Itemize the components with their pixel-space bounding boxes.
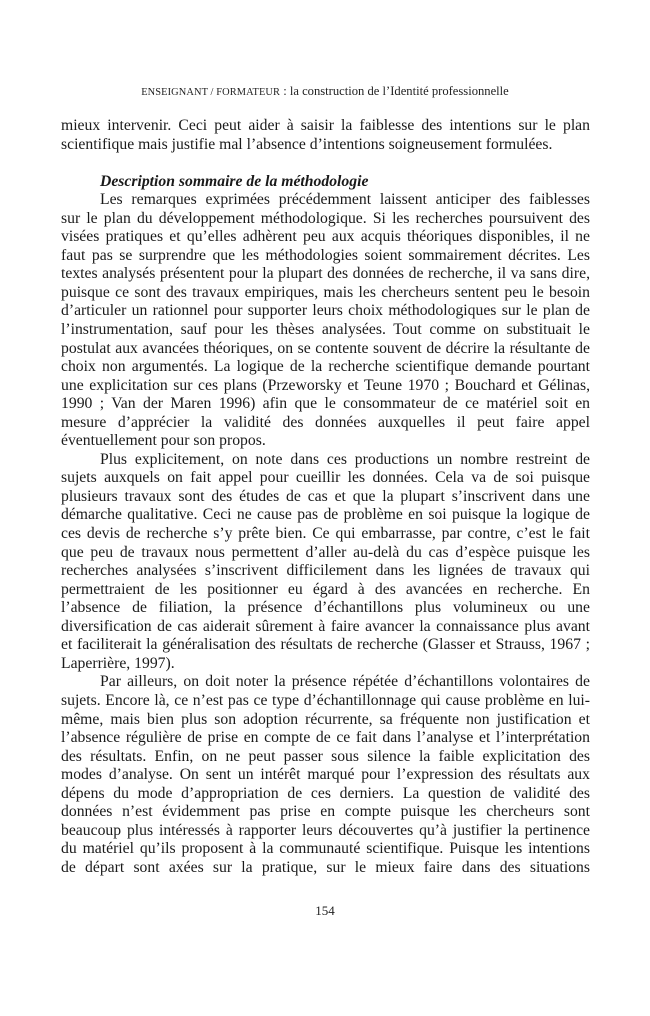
section-heading: Description sommaire de la méthodologie bbox=[100, 172, 369, 190]
text-line: de départ sont axées sur la pratique, sur le mieux faire dans des situations bbox=[61, 858, 590, 876]
paragraph-first-line: Plus explicitement, on note dans ces productions un nombre restreint de bbox=[100, 450, 590, 468]
text-line: 1990 ; Van der Maren 1996) afin que le consommateur de ce matériel soit en bbox=[61, 395, 590, 413]
text-line: éventuellement pour son propos. bbox=[61, 432, 266, 450]
text-line: des résultats. Enfin, on ne peut passer sous silence la faible explicitation des bbox=[61, 747, 590, 765]
text-line: ces devis de recherche s’y prête bien. Ce qui embarrasse, par contre, c’est le fait bbox=[61, 525, 590, 543]
text-line: l’instrumentation, sauf pour les thèses analysées. Tout comme on substituait le bbox=[61, 321, 590, 339]
running-header-subtitle: : la construction de l’Identité professionnelle bbox=[280, 84, 509, 98]
running-header-book-title: ENSEIGNANT / FORMATEUR bbox=[141, 87, 281, 98]
running-header bbox=[0, 83, 650, 101]
text-line: d’articuler un rationnel pour supporter leurs choix méthodologiques sur le plan de bbox=[61, 302, 590, 320]
text-line: choix non argumentés. La logique de la recherche scientifique demande pourtant bbox=[61, 358, 590, 376]
text-line: modes d’analyse. On sent un intérêt marqué pour l’expression des résultats aux bbox=[61, 766, 590, 784]
text-line: du matériel qu’ils proposent à la communauté scientifique. Puisque les intentions bbox=[61, 840, 590, 858]
text-line: Laperrière, 1997). bbox=[61, 654, 175, 672]
text-line: diversification de cas aiderait sûrement à faire avancer la connaissance plus avant bbox=[61, 617, 590, 635]
page-number: 154 bbox=[315, 903, 335, 918]
text-line: faut pas se surprendre que les méthodologies soient sommairement décrites. Les bbox=[61, 246, 590, 264]
text-line: données n’est évidemment pas prise en compte puisque les chercheurs sont bbox=[61, 803, 590, 821]
text-line: dépens du mode d’appropriation de ces derniers. La question de validité des bbox=[61, 784, 590, 802]
text-line: mieux intervenir. Ceci peut aider à saisir la faiblesse des intentions sur le plan bbox=[61, 117, 590, 134]
text-line: puisque ce sont des travaux empiriques, mais les chercheurs sentent peu le besoin bbox=[61, 283, 590, 301]
text-line: recherches analysées s’inscrivent difficilement dans les lignées de travaux qui bbox=[61, 562, 590, 580]
body-text bbox=[61, 117, 590, 877]
text-line: mesure d’apprécier la validité des données auxquelles il peut faire appel bbox=[61, 413, 590, 431]
paragraph-first-line: Les remarques exprimées précédemment laissent anticiper des faiblesses bbox=[100, 191, 590, 209]
text-line: scientifique mais justifie mal l’absence d’intentions soigneusement formulées. bbox=[61, 135, 553, 153]
text-line: démarche qualitative. Ceci ne cause pas de problème en soi puisque la logique de bbox=[61, 506, 590, 524]
text-line: permettraient de les positionner eu égard à des avancées en recherche. En bbox=[61, 580, 590, 598]
text-line: beaucoup plus intéressés à rapporter leurs découvertes qu’à justifier la pertinence bbox=[61, 821, 590, 839]
text-line: l’absence de filiation, la présence d’échantillons plus volumineux ou une bbox=[61, 599, 590, 617]
blank-line bbox=[61, 154, 590, 173]
text-line: une explicitation sur ces plans (Przeworsky et Teune 1970 ; Bouchard et Gélinas, bbox=[61, 376, 590, 394]
text-line: visées pratiques et qu’elles adhèrent peu aux acquis théoriques disponibles, il ne bbox=[61, 228, 590, 246]
text-line: que peu de travaux nous permettent d’aller au-delà du cas d’espèce puisque les bbox=[61, 543, 590, 561]
text-line: textes analysés présentent pour la plupart des données de recherche, il va sans dire, bbox=[61, 265, 590, 283]
text-line: sur le plan du développement méthodologique. Si les recherches poursuivent des bbox=[61, 209, 590, 227]
paragraph-first-line: Par ailleurs, on doit noter la présence répétée d’échantillons volontaires de bbox=[100, 673, 590, 691]
text-line: postulat aux avancées théoriques, on se contente souvent de décrire la résultante de bbox=[61, 339, 590, 357]
text-line: plusieurs travaux sont des études de cas et que la plupart s’inscrivent dans une bbox=[61, 487, 590, 505]
text-line: l’absence régulière de prise en compte de ce fait dans l’analyse et l’interprétation bbox=[61, 729, 590, 747]
text-line: et faciliterait la généralisation des résultats de recherche (Glasser et Strauss, 1967 ; bbox=[61, 636, 590, 654]
text-line: sujets. Encore là, ce n’est pas ce type d’échantillonnage qui cause problème en lui- bbox=[61, 691, 590, 709]
text-line: même, mais bien plus son adoption récurrente, sa fréquente non justification et bbox=[61, 710, 590, 728]
text-line: sujets auxquels on fait appel pour cueillir les données. Cela va de soi puisque bbox=[61, 469, 590, 487]
